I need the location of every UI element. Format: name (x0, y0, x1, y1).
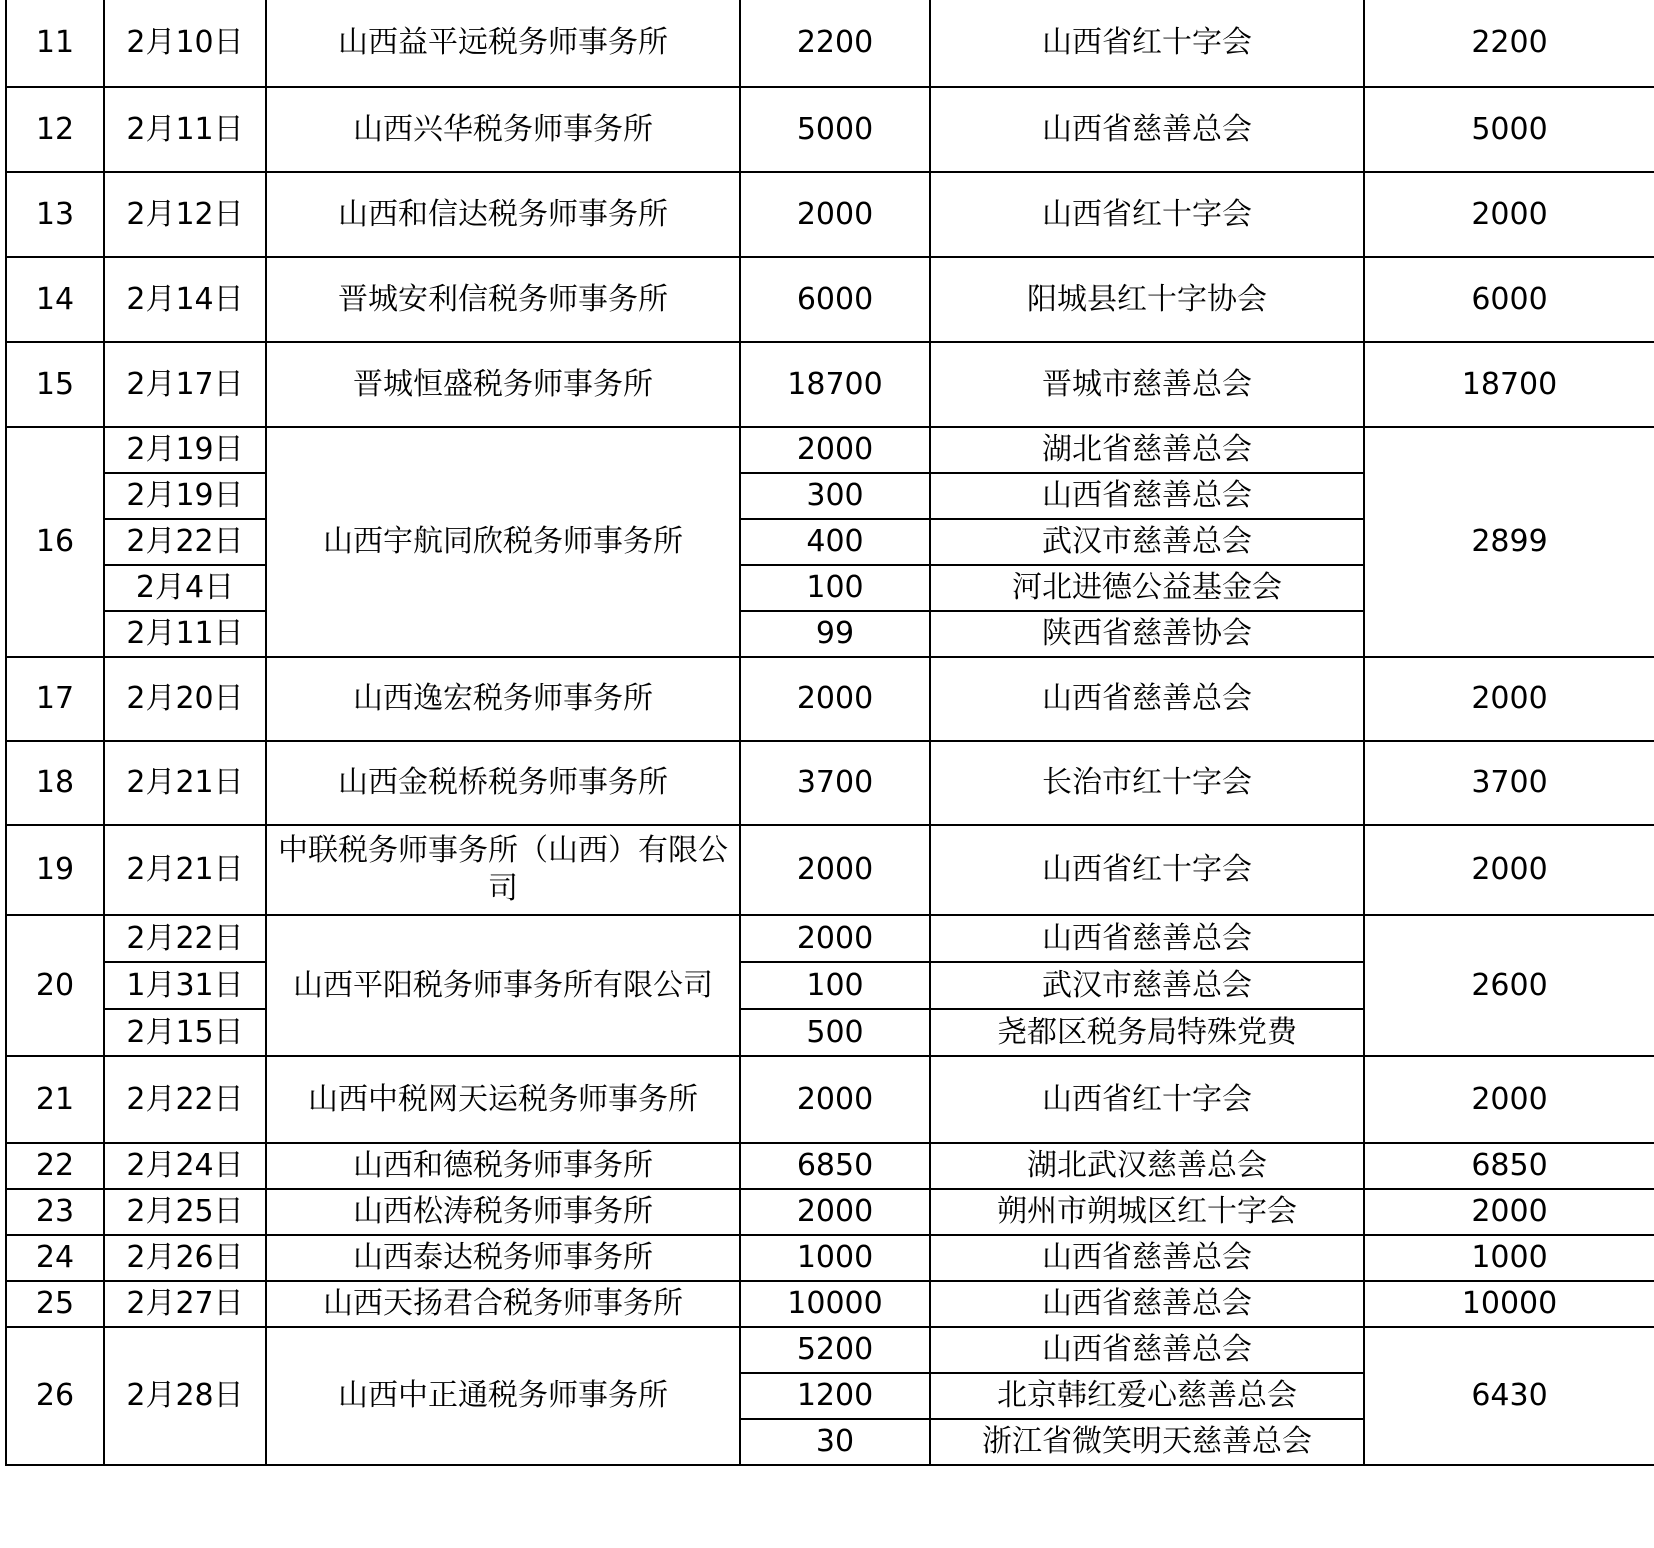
recipient-cell: 山西省慈善总会 (930, 1281, 1364, 1327)
table-row (6, 1143, 1654, 1189)
recipient-cell: 山西省慈善总会 (930, 915, 1364, 962)
total-cell: 2000 (1364, 657, 1654, 741)
recipient-cell: 山西省红十字会 (930, 1056, 1364, 1143)
table-row (6, 741, 1654, 825)
row-number-cell: 23 (6, 1189, 104, 1235)
row-number-cell: 14 (6, 257, 104, 342)
date-cell: 2月4日 (104, 565, 266, 611)
total-cell: 5000 (1364, 87, 1654, 172)
amount-cell: 99 (740, 611, 930, 657)
date-cell: 2月22日 (104, 915, 266, 962)
total-cell: 6430 (1364, 1327, 1654, 1465)
recipient-cell: 湖北省慈善总会 (930, 427, 1364, 473)
date-cell: 2月19日 (104, 473, 266, 519)
firm-name-cell: 晋城恒盛税务师事务所 (266, 342, 740, 427)
firm-name-cell: 山西泰达税务师事务所 (266, 1235, 740, 1281)
table-row (6, 1327, 1654, 1373)
total-cell: 3700 (1364, 741, 1654, 825)
total-cell: 10000 (1364, 1281, 1654, 1327)
amount-cell: 30 (740, 1419, 930, 1465)
table-row (6, 342, 1654, 427)
row-number-cell: 25 (6, 1281, 104, 1327)
date-cell: 2月11日 (104, 87, 266, 172)
row-number-cell: 17 (6, 657, 104, 741)
row-number-cell: 21 (6, 1056, 104, 1143)
table-row (6, 1281, 1654, 1327)
amount-cell: 18700 (740, 342, 930, 427)
total-cell: 2000 (1364, 172, 1654, 257)
recipient-cell: 尧都区税务局特殊党费 (930, 1009, 1364, 1056)
amount-cell: 2000 (740, 1056, 930, 1143)
amount-cell: 3700 (740, 741, 930, 825)
table-row (6, 1189, 1654, 1235)
amount-cell: 100 (740, 565, 930, 611)
total-cell: 2899 (1364, 427, 1654, 657)
date-cell: 2月24日 (104, 1143, 266, 1189)
firm-name-cell: 山西和信达税务师事务所 (266, 172, 740, 257)
recipient-cell: 长治市红十字会 (930, 741, 1364, 825)
table-row (6, 172, 1654, 257)
total-cell: 2600 (1364, 915, 1654, 1056)
amount-cell: 300 (740, 473, 930, 519)
row-number-cell: 15 (6, 342, 104, 427)
date-cell: 2月22日 (104, 519, 266, 565)
total-cell: 1000 (1364, 1235, 1654, 1281)
amount-cell: 2000 (740, 915, 930, 962)
date-cell: 2月17日 (104, 342, 266, 427)
date-cell: 2月26日 (104, 1235, 266, 1281)
firm-name-cell: 中联税务师事务所（山西）有限公司 (266, 825, 740, 915)
date-cell: 2月25日 (104, 1189, 266, 1235)
row-number-cell: 19 (6, 825, 104, 915)
amount-cell: 2000 (740, 825, 930, 915)
recipient-cell: 山西省红十字会 (930, 172, 1364, 257)
recipient-cell: 山西省慈善总会 (930, 657, 1364, 741)
row-number-cell: 11 (6, 0, 104, 87)
total-cell: 18700 (1364, 342, 1654, 427)
recipient-cell: 山西省慈善总会 (930, 1327, 1364, 1373)
row-number-cell: 13 (6, 172, 104, 257)
table-row (6, 257, 1654, 342)
table-row (6, 657, 1654, 741)
amount-cell: 2000 (740, 427, 930, 473)
firm-name-cell: 山西益平远税务师事务所 (266, 0, 740, 87)
firm-name-cell: 山西天扬君合税务师事务所 (266, 1281, 740, 1327)
total-cell: 2000 (1364, 1056, 1654, 1143)
recipient-cell: 武汉市慈善总会 (930, 519, 1364, 565)
row-number-cell: 12 (6, 87, 104, 172)
firm-name-cell: 山西中税网天运税务师事务所 (266, 1056, 740, 1143)
date-cell: 2月28日 (104, 1327, 266, 1465)
table-row (6, 0, 1654, 87)
recipient-cell: 山西省慈善总会 (930, 473, 1364, 519)
date-cell: 2月21日 (104, 825, 266, 915)
table-row (6, 1235, 1654, 1281)
amount-cell: 6850 (740, 1143, 930, 1189)
donation-table (5, 0, 1654, 1466)
table-row (6, 87, 1654, 172)
firm-name-cell: 山西平阳税务师事务所有限公司 (266, 915, 740, 1056)
row-number-cell: 26 (6, 1327, 104, 1465)
firm-name-cell: 山西兴华税务师事务所 (266, 87, 740, 172)
recipient-cell: 朔州市朔城区红十字会 (930, 1189, 1364, 1235)
row-number-cell: 18 (6, 741, 104, 825)
firm-name-cell: 山西松涛税务师事务所 (266, 1189, 740, 1235)
table-row (6, 1056, 1654, 1143)
total-cell: 2000 (1364, 825, 1654, 915)
amount-cell: 1000 (740, 1235, 930, 1281)
recipient-cell: 陕西省慈善协会 (930, 611, 1364, 657)
date-cell: 2月19日 (104, 427, 266, 473)
amount-cell: 2000 (740, 172, 930, 257)
recipient-cell: 北京韩红爱心慈善总会 (930, 1373, 1364, 1419)
date-cell: 2月22日 (104, 1056, 266, 1143)
total-cell: 6850 (1364, 1143, 1654, 1189)
row-number-cell: 24 (6, 1235, 104, 1281)
recipient-cell: 山西省红十字会 (930, 0, 1364, 87)
amount-cell: 500 (740, 1009, 930, 1056)
date-cell: 2月14日 (104, 257, 266, 342)
recipient-cell: 山西省慈善总会 (930, 87, 1364, 172)
table-row (6, 915, 1654, 962)
recipient-cell: 武汉市慈善总会 (930, 962, 1364, 1009)
amount-cell: 2000 (740, 1189, 930, 1235)
table-row (6, 825, 1654, 915)
recipient-cell: 山西省红十字会 (930, 825, 1364, 915)
recipient-cell: 晋城市慈善总会 (930, 342, 1364, 427)
date-cell: 2月11日 (104, 611, 266, 657)
amount-cell: 2000 (740, 657, 930, 741)
date-cell: 2月21日 (104, 741, 266, 825)
amount-cell: 1200 (740, 1373, 930, 1419)
firm-name-cell: 晋城安利信税务师事务所 (266, 257, 740, 342)
amount-cell: 100 (740, 962, 930, 1009)
date-cell: 2月20日 (104, 657, 266, 741)
row-number-cell: 20 (6, 915, 104, 1056)
date-cell: 2月27日 (104, 1281, 266, 1327)
date-cell: 2月10日 (104, 0, 266, 87)
recipient-cell: 河北进德公益基金会 (930, 565, 1364, 611)
firm-name-cell: 山西逸宏税务师事务所 (266, 657, 740, 741)
row-number-cell: 22 (6, 1143, 104, 1189)
table-row (6, 427, 1654, 473)
donation-table-body (6, 0, 1654, 1465)
firm-name-cell: 山西金税桥税务师事务所 (266, 741, 740, 825)
amount-cell: 5000 (740, 87, 930, 172)
recipient-cell: 山西省慈善总会 (930, 1235, 1364, 1281)
firm-name-cell: 山西和德税务师事务所 (266, 1143, 740, 1189)
amount-cell: 5200 (740, 1327, 930, 1373)
amount-cell: 10000 (740, 1281, 930, 1327)
firm-name-cell: 山西宇航同欣税务师事务所 (266, 427, 740, 657)
amount-cell: 2200 (740, 0, 930, 87)
amount-cell: 6000 (740, 257, 930, 342)
total-cell: 6000 (1364, 257, 1654, 342)
date-cell: 2月12日 (104, 172, 266, 257)
recipient-cell: 浙江省微笑明天慈善总会 (930, 1419, 1364, 1465)
total-cell: 2000 (1364, 1189, 1654, 1235)
date-cell: 2月15日 (104, 1009, 266, 1056)
firm-name-cell: 山西中正通税务师事务所 (266, 1327, 740, 1465)
total-cell: 2200 (1364, 0, 1654, 87)
date-cell: 1月31日 (104, 962, 266, 1009)
row-number-cell: 16 (6, 427, 104, 657)
recipient-cell: 阳城县红十字协会 (930, 257, 1364, 342)
amount-cell: 400 (740, 519, 930, 565)
recipient-cell: 湖北武汉慈善总会 (930, 1143, 1364, 1189)
